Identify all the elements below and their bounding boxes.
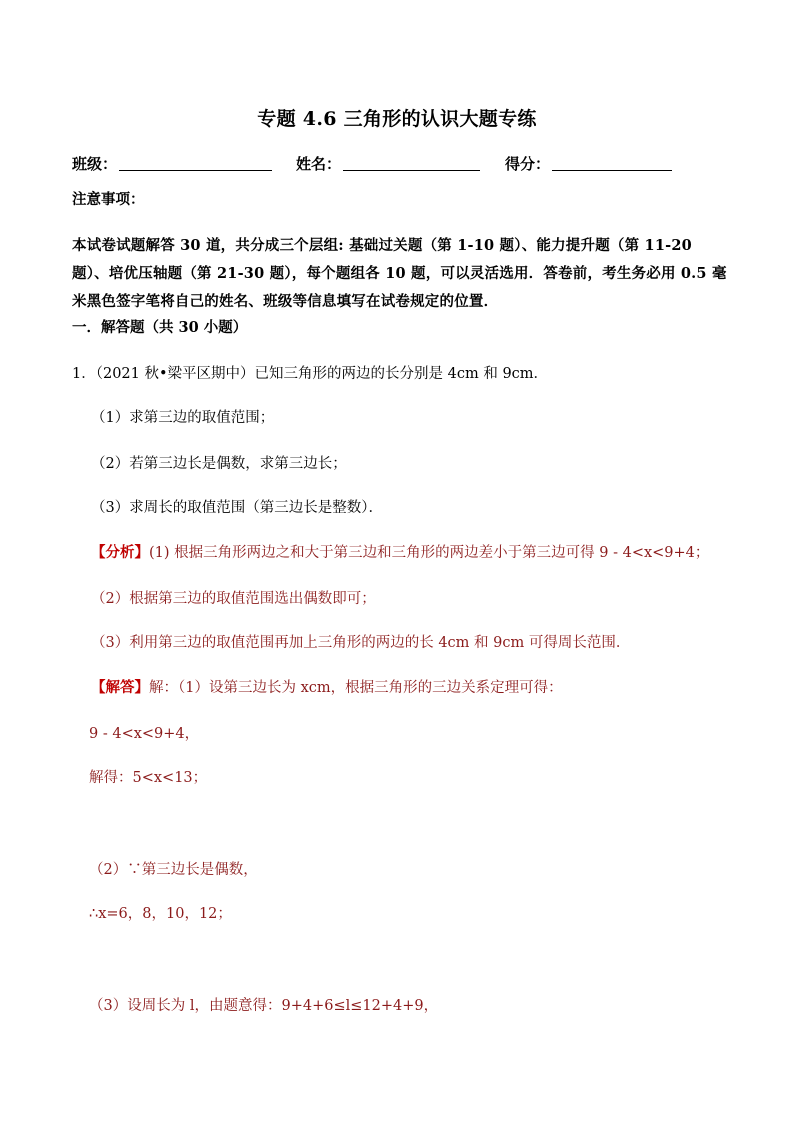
section-heading: 一．解答题（共 30 小题）: [72, 319, 248, 336]
analysis-text-1: (1) 根据三角形两边之和大于第三边和三角形的两边差小于第三边可得 9 - 4<x<9+4；: [149, 545, 710, 561]
class-label: 班级：: [72, 155, 118, 173]
solution-line-3: 解得：5<x<13；: [89, 770, 208, 786]
question-sub-3: （3）求周长的取值范围（第三边长是整数）．: [91, 500, 383, 516]
solution-line-6: （3）设周长为 l，由题意得：9+4+6≤l≤12+4+9，: [89, 998, 439, 1014]
question-stem: 1．（2021 秋•梁平区期中）已知三角形的两边的长分别是 4cm 和 9cm．: [72, 366, 549, 382]
analysis-tag: 【分析】: [91, 544, 149, 561]
score-label: 得分：: [505, 155, 551, 173]
solution-tag: 【解答】: [91, 679, 149, 696]
question-sub-1: （1）求第三边的取值范围；: [91, 410, 275, 426]
page-title: 专题 4.6 三角形的认识大题专练: [257, 108, 537, 130]
class-field[interactable]: [119, 170, 272, 171]
analysis-line-3: （3）利用第三边的取值范围再加上三角形的两边的长 4cm 和 9cm 可得周长范围．: [91, 635, 631, 651]
notice-heading: 注意事项：: [72, 191, 145, 208]
analysis-line-2: （2）根据第三边的取值范围选出偶数即可；: [91, 591, 376, 607]
solution-line-1: [91, 678, 563, 698]
score-field[interactable]: [552, 170, 672, 171]
solution-line-5: ∴x=6，8，10，12；: [89, 906, 232, 922]
analysis-line-1: [91, 543, 709, 563]
name-field[interactable]: [343, 170, 480, 171]
notice-body: 本试卷试题解答 30 道，共分成三个层组: 基础过关题（第 1-10 题）、能力提升题（第 11-20 题）、培优压轴题（第 21-30 题），每个题组各 10 题，可以灵活选用．答卷前，考生务必用 0.5 毫米黑色签字笔将自己的姓名、班级等信息填写在试卷规定的位置．: [72, 237, 727, 310]
solution-text-1: 解：（1）设第三边长为 xcm，根据三角形的三边关系定理可得：: [149, 680, 563, 696]
solution-line-4: （2）∵第三边长是偶数，: [89, 862, 258, 878]
solution-line-2: 9 - 4<x<9+4，: [89, 726, 200, 742]
name-label: 姓名：: [296, 155, 342, 173]
question-sub-2: （2）若第三边长是偶数，求第三边长；: [91, 456, 347, 472]
